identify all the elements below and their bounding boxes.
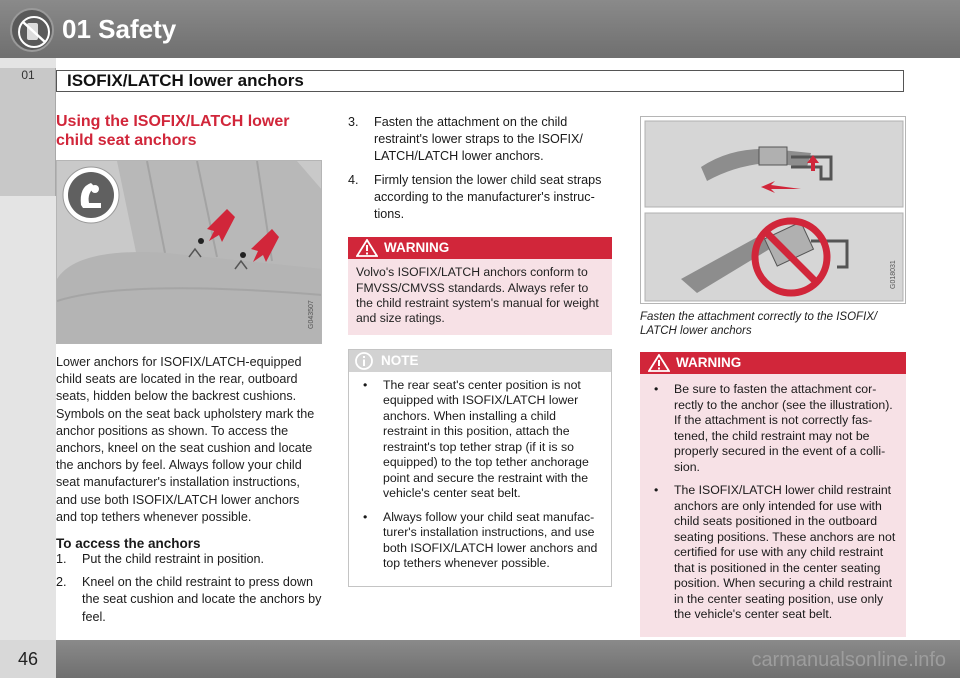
page-footer [0, 640, 960, 678]
note-list [349, 372, 611, 586]
child-seat-icon [61, 165, 121, 225]
list-item: 3. Fasten the attachment on the child restraint's lower straps to the ISOFIX/ LATCH/LATCH lower anchors. [348, 115, 583, 164]
list-item: • Always follow your child seat manufac- turer's installation instructions, and use both ISOFIX/LATCH lower anchors and top tethers whenever possible. [363, 509, 598, 571]
warning-list [640, 374, 906, 637]
image-code: G018031 [890, 260, 897, 289]
chapter-logo [10, 8, 54, 52]
no-phone-icon [16, 14, 52, 50]
warning-box [640, 352, 906, 637]
warning-header [348, 237, 612, 259]
warning-triangle-icon [648, 354, 670, 372]
list-item: 4. Firmly tension the lower child seat straps according to the manufacturer's instruc- tions. [348, 172, 602, 222]
subsection-heading: Using the ISOFIX/LATCH lower child seat anchors [56, 113, 290, 149]
fasten-steps [348, 114, 612, 223]
note-box [348, 349, 612, 587]
column-middle [348, 114, 612, 587]
list-item: 2. Kneel on the child restraint to press down the seat cushion and locate the anchors by feel. [56, 575, 322, 624]
access-steps [56, 551, 322, 626]
section-title: ISOFIX/LATCH lower anchors [56, 70, 904, 92]
warning-triangle-icon [356, 239, 378, 257]
chapter-tab [0, 68, 56, 196]
intro-paragraph: Lower anchors for ISOFIX/LATCH-equipped child seats are located in the rear, outboard seats, hidden below the backrest cushions. Symbols on the seat back upholstery mark the anchor positions as shown. To access the anchors, kneel on the seat cushion and locate the anchors by feel. Always follow your child seat manufacturer's installation instructions, and use both ISOFIX/LATCH lower anchors and top tethers whenever possible. [56, 355, 315, 524]
warning-header [640, 352, 906, 374]
column-right [640, 116, 906, 637]
note-label: NOTE [381, 352, 419, 368]
watermark: carmanualsonline.info [751, 649, 946, 671]
access-subheading: To access the anchors [56, 536, 201, 552]
image-code: G043507 [308, 300, 315, 329]
figure-caption: Fasten the attachment correctly to the ISOFIX/ LATCH lower anchors [640, 311, 878, 337]
warning-box [348, 237, 612, 335]
warning-text: Volvo's ISOFIX/LATCH anchors conform to FMVSS/CMVSS standards. Always refer to the child restraint system's manual for weight and size ratings. [356, 265, 599, 326]
seat-anchor-illustration [56, 160, 322, 344]
note-header [349, 350, 611, 372]
info-icon [355, 352, 373, 370]
column-left [56, 112, 322, 632]
warning-label: WARNING [384, 240, 450, 256]
chapter-sidebar [0, 58, 56, 640]
warning-label: WARNING [676, 355, 742, 370]
fasten-illustration [640, 116, 906, 304]
list-item: • The rear seat's center position is not equipped with ISOFIX/LATCH lower anchors. When installing a child restraint in this position, attach the restraint's top tether strap (if it is so equipped) to the top tether anchorage point and secure the restraint with the vehicle's center seat belt. [363, 377, 589, 501]
chapter-tab-number: 01 [21, 68, 35, 82]
page-number: 46 [0, 640, 56, 678]
list-item: • The ISOFIX/LATCH lower child restraint anchors are only intended for use with child seats positioned in the outboard seating positions. These anchors are not certified for use with any child restraint that is positioned in the center seating position. When securing a child restraint in the center seating position, use only the vehicle's center seat belt. [654, 483, 896, 621]
chapter-title: 01 Safety [62, 14, 177, 44]
page-header [0, 0, 960, 58]
list-item: 1. Put the child restraint in position. [56, 552, 265, 567]
list-item: • Be sure to fasten the attachment cor- rectly to the anchor (see the illustration). If the attachment is not correctly fas- tened, the child restraint may not be properly secured in the event of a colli- sion. [654, 382, 893, 474]
